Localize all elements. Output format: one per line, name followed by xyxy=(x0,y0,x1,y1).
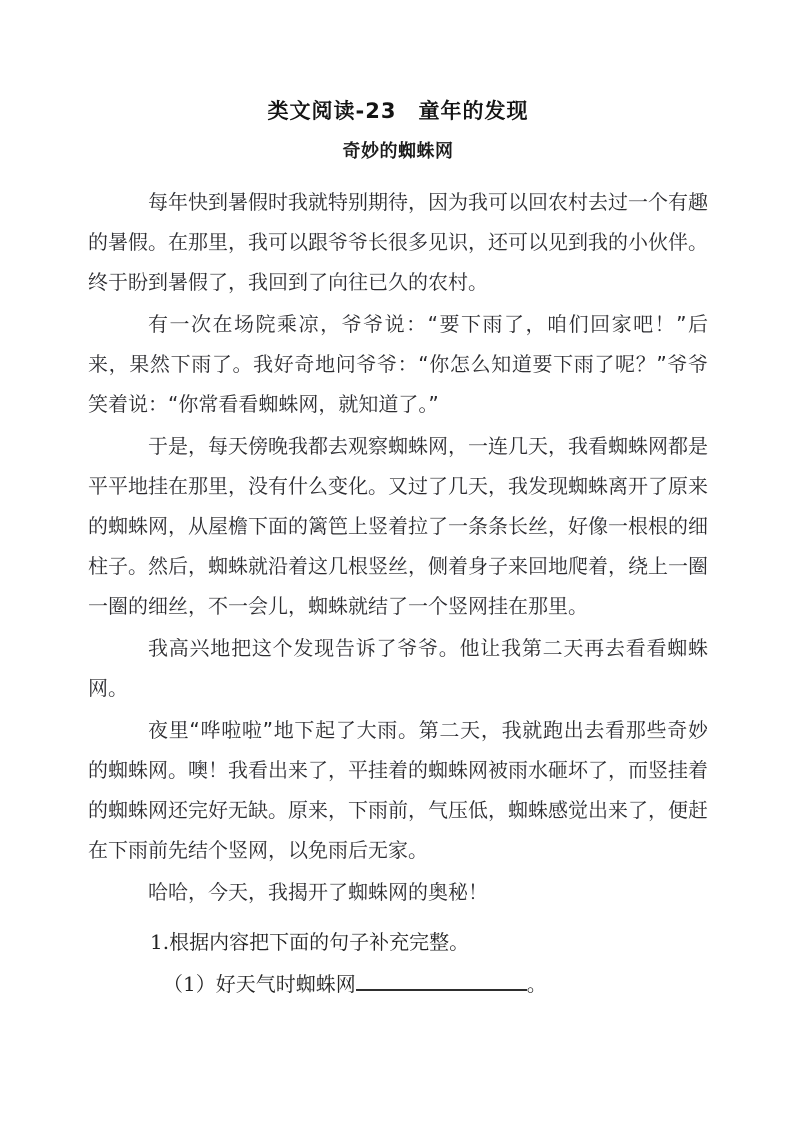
article-paragraph: 每年快到暑假时我就特别期待，因为我可以回农村去过一个有趣的暑假。在那里，我可以跟爷爷长很多见识，还可以见到我的小伙伴。终于盼到暑假了，我回到了向往已久的农村。 xyxy=(88,190,708,294)
page-title: 类文阅读-23 童年的发现 xyxy=(267,99,529,123)
question-text: 根据内容把下面的句子补充完整。 xyxy=(169,930,470,954)
article-paragraph: 于是，每天傍晚我都去观察蜘蛛网，一连几天，我看蜘蛛网都是平平地挂在那里，没有什么变化。又过了几天，我发现蜘蛛离开了原来的蜘蛛网，从屋檐下面的篱笆上竖着拉了一条条长丝，好像一根根的细柱子。然后，蜘蛛就沿着这几根竖丝，侧着身子来回地爬着，绕上一圈一圈的细丝，不一会儿，蜘蛛就结了一个竖网挂在那里。 xyxy=(88,434,708,618)
article-paragraph: 夜里“哗啦啦”地下起了大雨。第二天，我就跑出去看那些奇妙的蜘蛛网。噢！我看出来了，平挂着的蜘蛛网被雨水砸坏了，而竖挂着的蜘蛛网还完好无缺。原来，下雨前，气压低，蜘蛛感觉出来了，便赶在下雨前先结个竖网，以免雨后无家。 xyxy=(88,718,708,862)
sub-item-prefix: 好天气时蜘蛛网 xyxy=(215,972,356,996)
sub-item-label: （1） xyxy=(163,972,216,996)
article-paragraph: 有一次在场院乘凉，爷爷说：“要下雨了，咱们回家吧！”后来，果然下雨了。我好奇地问爷爷：“你怎么知道要下雨了呢？”爷爷笑着说：“你常看看蜘蛛网，就知道了。” xyxy=(88,312,708,416)
answer-blank-line xyxy=(356,967,527,991)
question-1 xyxy=(88,922,708,962)
article-title: 奇妙的蜘蛛网 xyxy=(342,141,454,162)
article-paragraph: 我高兴地把这个发现告诉了爷爷。他让我第二天再去看看蜘蛛网。 xyxy=(88,636,708,700)
question-number: 1. xyxy=(150,930,170,954)
question-1-sub-item-1 xyxy=(88,964,708,1004)
article-body xyxy=(88,182,708,912)
article-paragraph: 哈哈，今天，我揭开了蜘蛛网的奥秘！ xyxy=(148,880,488,904)
sub-item-suffix: 。 xyxy=(526,972,547,996)
